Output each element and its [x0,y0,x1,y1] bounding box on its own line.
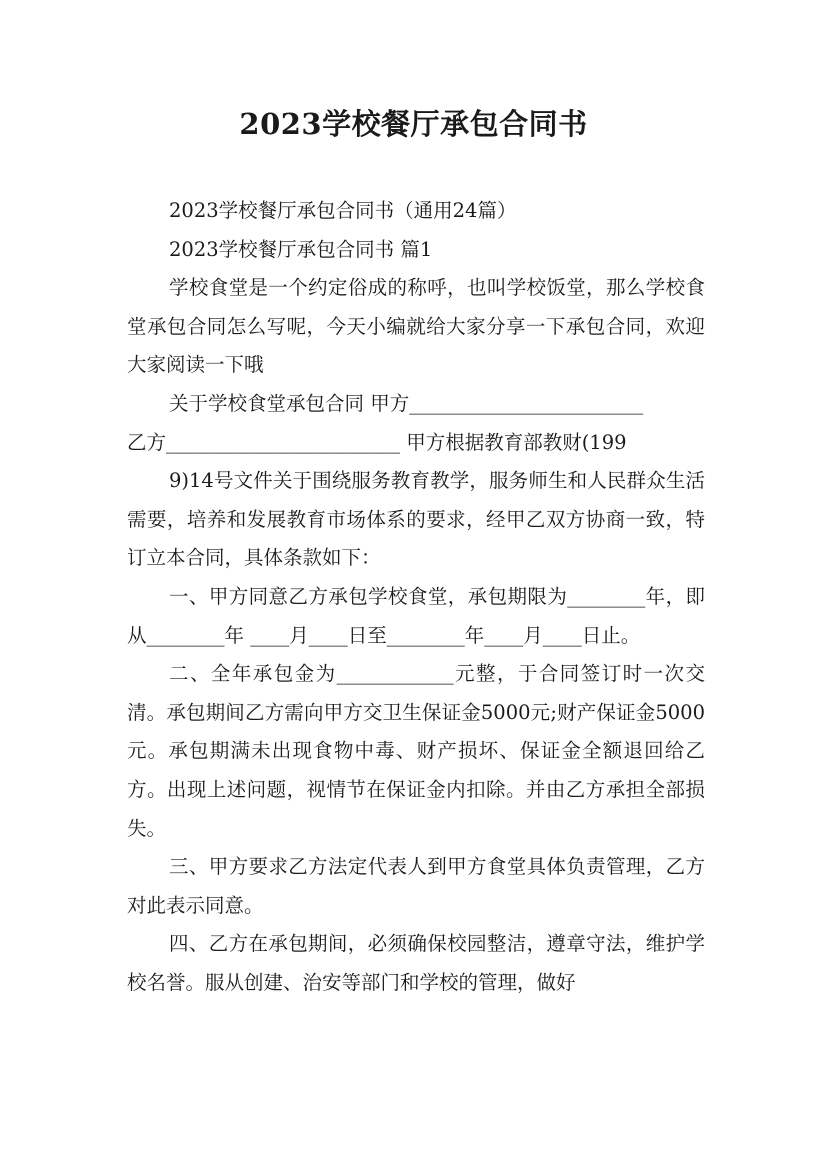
paragraph-intro: 学校食堂是一个约定俗成的称呼，也叫学校饭堂，那么学校食堂承包合同怎么写呢，今天小编就给大家分享一下承包合同，欢迎大家阅读一下哦 [127,276,705,377]
paragraph-clause-2: 二、全年承包金为____________元整，于合同签订时一次交清。承包期间乙方需向甲方交卫生保证金5000元;财产保证金5000元。承包期满未出现食物中毒、财产损坏、保证金全额退回给乙方。出现上述问题，视情节在保证金内扣除。并由乙方承担全部损失。 [127,662,705,840]
paragraph-party-a: 关于学校食堂承包合同 甲方________________________ [169,391,644,415]
document-body [127,192,705,1002]
paragraph-preamble: 9)14号文件关于围绕服务教育教学，服务师生和人民群众生活需要，培养和发展教育市场体系的要求，经甲乙双方协商一致，特订立本合同，具体条款如下： [127,469,705,570]
paragraph-subtitle: 2023学校餐厅承包合同书（通用24篇） [169,199,517,222]
paragraph-clause-3: 三、甲方要求乙方法定代表人到甲方食堂具体负责管理，乙方对此表示同意。 [127,855,705,917]
paragraph-section-heading: 2023学校餐厅承包合同书 篇1 [169,237,433,261]
paragraph-clause-4: 四、乙方在承包期间，必须确保校园整洁，遵章守法，维护学校名誉。服从创建、治安等部门和学校的管理，做好 [127,932,705,994]
paragraph-party-b: 乙方________________________ 甲方根据教育部教财(199 [127,430,627,454]
paragraph-clause-1: 一、甲方同意乙方承包学校食堂，承包期限为________年，即从________年 ____月____日至________年____月____日止。 [127,584,705,647]
document-title: 2023学校餐厅承包合同书 [239,107,588,141]
